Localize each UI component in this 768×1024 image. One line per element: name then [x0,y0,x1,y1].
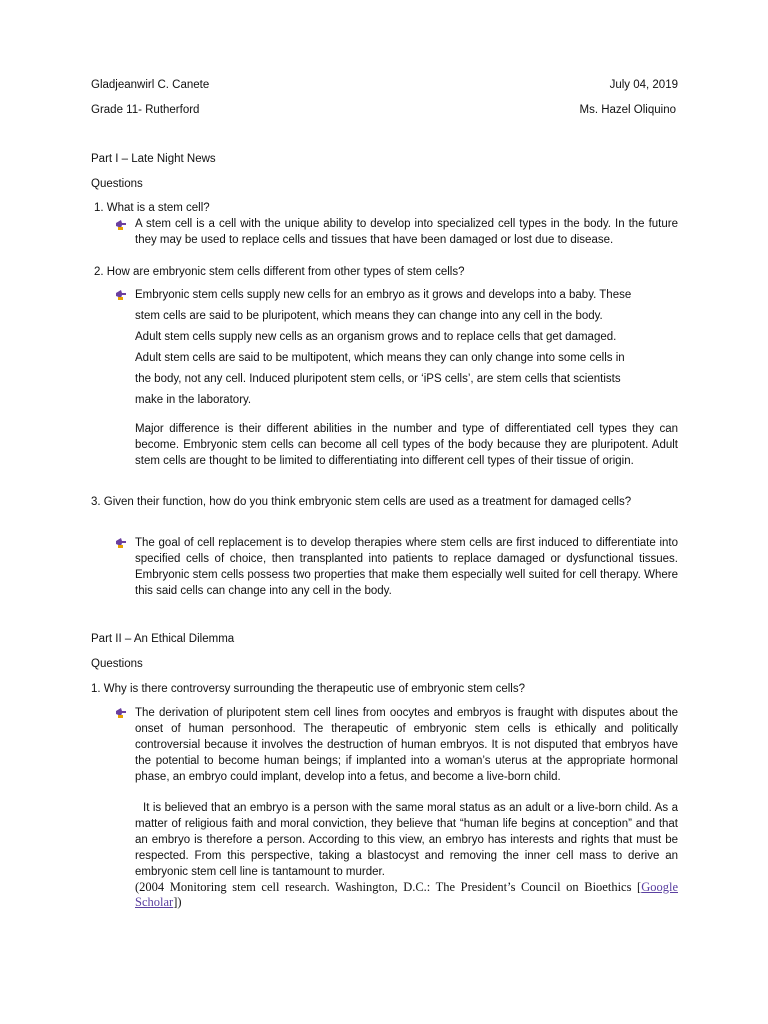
part1-question-1: 1. What is a stem cell? [94,202,210,214]
part2-title: Part II – An Ethical Dilemma [91,633,235,645]
student-name: Gladjeanwirl C. Canete [91,79,210,91]
part1-answer-2-line: make in the laboratory. [135,394,252,406]
part1-questions-label: Questions [91,178,143,190]
part2-questions-label: Questions [91,658,143,670]
pointing-hand-bullet-icon [115,537,127,549]
citation-close: ]) [173,895,182,909]
pointing-hand-bullet-icon [115,219,127,231]
part1-question-2: 2. How are embryonic stem cells different from other types of stem cells? [94,266,465,278]
citation [135,880,678,910]
part2-answer-1-paragraph-2: It is believed that an embryo is a person with the same moral status as an adult or a live-born child. As a matter of religious faith and moral conviction, they believe that “human life begins at conception” and that an embryo is therefore a person. According to this view, an embryo has interests and rights that must be respected. From this perspective, taking a blastocyst and removing the inner cell mass to derive an embryonic stem cell line is tantamount to murder. [135,802,678,878]
part1-answer-2-line: Embryonic stem cells supply new cells for an embryo as it grows and develops into a baby. These [135,289,632,301]
part1-answer-1: A stem cell is a cell with the unique ability to develop into specialized cell types in the body. In the future they may be used to replace cells and tissues that have been damaged or lost due to disease. [135,218,678,246]
part1-question-3: 3. Given their function, how do you think embryonic stem cells are used as a treatment for damaged cells? [91,496,632,508]
part1-title: Part I – Late Night News [91,153,216,165]
part1-answer-2-line: Adult stem cells supply new cells as an organism grows and to replace cells that get damaged. [135,331,617,343]
teacher-name: Ms. Hazel Oliquino [579,104,676,116]
pointing-hand-bullet-icon [115,707,127,719]
part1-answer-3: The goal of cell replacement is to develop therapies where stem cells are first induced to differentiate into specified cells of choice, then transplanted into patients to replace damaged or dysfunctional tissues. Embryonic stem cells possess two properties that make them especially well suited for cell therapy. Where this said cells can change into any cell in the body. [135,537,678,597]
pointing-hand-bullet-icon [115,289,127,301]
grade-section: Grade 11- Rutherford [91,104,200,116]
google-scholar-link[interactable]: Google Scholar [135,880,678,909]
part1-answer-2-line: stem cells are said to be pluripotent, which means they can change into any cell in the body. [135,310,603,322]
document-date: July 04, 2019 [609,79,678,91]
part1-answer-2-line: Adult stem cells are said to be multipotent, which means they can only change into some cells in [135,352,625,364]
part2-question-1: 1. Why is there controversy surrounding the therapeutic use of embryonic stem cells? [91,683,526,695]
part1-answer-2-extra: Major difference is their different abilities in the number and type of differentiated cell types they can become. Embryonic stem cells can become all cell types of the body because they are pluripotent. Adult stem cells are thought to be limited to differentiating into different cell types of their tissue of origin. [135,423,678,467]
citation-text: (2004 Monitoring stem cell research. Washington, D.C.: The President’s Council on Bioethics [ [135,880,642,894]
part2-answer-1: The derivation of pluripotent stem cell lines from oocytes and embryos is fraught with disputes about the onset of human personhood. The therapeutic of embryonic stem cells is ethically and politically controversial because it involves the destruction of human embryos. It is not disputed that embryos have the potential to become human beings; if implanted into a woman’s uterus at the appropriate hormonal phase, an embryo could implant, develop into a fetus, and become a live-born child. [135,707,678,783]
part1-answer-2-line: the body, not any cell. Induced pluripotent stem cells, or ‘iPS cells’, are stem cells that scientists [135,373,621,385]
